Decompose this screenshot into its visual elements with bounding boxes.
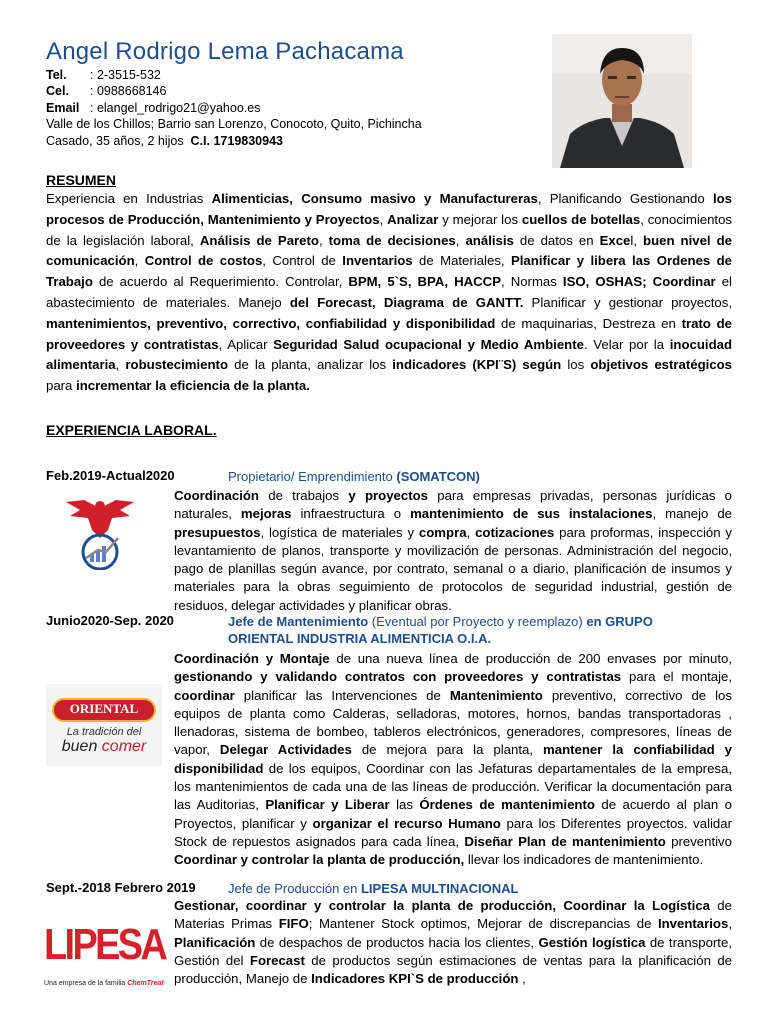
tel-value: : 2-3515-532: [90, 68, 161, 82]
candidate-name: Angel Rodrigo Lema Pachacama: [46, 38, 404, 65]
bold-text: Órdenes de mantenimiento: [419, 797, 595, 813]
text-run: para: [46, 378, 77, 394]
text-run: ,: [466, 524, 476, 540]
text-run: Experiencia en Industrias: [46, 191, 212, 206]
lipesa-brand: LIPESA: [44, 920, 166, 969]
text-run: los: [561, 357, 591, 373]
bold-text: Exce: [599, 232, 631, 248]
text-run: de despachos de productos hacia los clientes,: [255, 934, 539, 950]
text-run: , conocimientos de la legislación laboral,: [46, 211, 733, 248]
job-1-description: [174, 487, 732, 615]
text-run: preventivo, correctivo de los equipos de planta como Calderas, selladoras, motores, hornos, bandas transportadoras , llenadoras, sistema de bombeo, tableros electrónicos, generadores, compresores, líneas de vapor,: [174, 687, 732, 758]
tel-label: Tel.: [46, 68, 67, 82]
bold-text: compra: [418, 524, 467, 540]
job-3-role: [228, 880, 518, 897]
text-run: ; Mantener Stock optimos, Mejorar de discrepancias de: [308, 916, 658, 932]
bold-text: Seguridad Salud ocupacional y Medio Ambiente: [273, 336, 584, 352]
phone-row: [46, 67, 161, 83]
bold-text: gestionando y validando contratos con proveedores y contratistas: [174, 669, 622, 685]
oriental-brand: ORIENTAL: [69, 701, 139, 716]
bold-text: Indicadores KPI`S de producción: [311, 971, 519, 987]
text-run: ,: [115, 357, 126, 373]
text-run: para los Diferentes proyectos. validar Stock de repuestos asignados para cada línea,: [174, 815, 732, 849]
bold-text: Gestión logística: [538, 934, 646, 950]
job-3-role-text: Jefe de Producción en: [228, 881, 361, 896]
lipesa-tagline: [44, 980, 164, 987]
bold-text: análisis: [465, 232, 514, 248]
text-run: de transporte, Gestión del: [174, 934, 732, 968]
bold-text: Gestionar, coordinar y controlar la planta de producción, Coordinar la Logística: [174, 898, 710, 913]
bold-text: Planificar y Liberar: [265, 797, 390, 813]
lipesa-tag-text: Una empresa de la familia: [44, 980, 126, 987]
experience-heading: EXPERIENCIA LABORAL.: [46, 422, 217, 438]
bold-text: Inventarios: [342, 253, 413, 269]
summary-text: [46, 189, 732, 397]
text-run: de Materiales,: [412, 253, 511, 269]
text-run: preventivo: [665, 833, 732, 849]
text-run: llevar los indicadores de mantenimiento.: [464, 852, 704, 868]
text-run: de maquinarias, Destreza en: [495, 315, 682, 331]
text-run: de Materias Primas: [174, 898, 732, 932]
oriental-tagline-2: [54, 738, 154, 756]
bold-text: inocuidad alimentaria: [46, 336, 733, 373]
bold-text: del Forecast, Diagrama de GANTT.: [289, 294, 524, 310]
person-silhouette-icon: [552, 34, 692, 168]
bold-text: los procesos de Producción, Mantenimiento y Proyectos: [46, 191, 732, 227]
text-run: , logística de materiales y: [260, 524, 419, 540]
bold-text: Coordinar: [652, 274, 716, 290]
text-run: de acuerdo al Requerimiento. Controlar,: [92, 274, 349, 290]
bold-text: cuellos de botellas: [521, 211, 641, 227]
text-run: , Planificando Gestionando: [537, 191, 713, 206]
bold-text: BPM, 5`S, BPA, HACCP: [348, 274, 501, 290]
text-run: . Velar por la: [583, 336, 670, 352]
text-run: las: [389, 797, 420, 813]
text-run: ,: [518, 971, 526, 987]
oriental-logo: [46, 684, 162, 766]
ci-number: C.I. 1719830943: [190, 134, 283, 148]
lipesa-sub: ChemTreat: [127, 980, 164, 987]
summary-heading: RESUMEN: [46, 172, 117, 188]
job-2-role: [228, 613, 653, 647]
text-run: infraestructura o: [291, 506, 411, 522]
bold-text: Alimenticias, Consumo masivo y Manufactureras: [211, 191, 538, 206]
bold-text: Mantenimiento: [449, 687, 543, 703]
job-3-company: LIPESA MULTINACIONAL: [360, 881, 519, 896]
bold-text: Delegar Actividades: [219, 742, 352, 758]
text-run: , Normas: [501, 274, 563, 290]
cel-value: : 0988668146: [90, 84, 167, 98]
bold-text: trato de proveedores y contratistas: [46, 315, 732, 352]
text-run: de mejora para la planta,: [351, 742, 544, 758]
bold-text: mantenimiento de sus instalaciones: [410, 506, 653, 522]
email-row: [46, 100, 260, 116]
bold-text: toma de decisiones: [328, 232, 456, 248]
text-run: de trabajos: [259, 488, 349, 503]
bold-text: presupuestos: [174, 524, 261, 540]
bold-text: Analizar: [387, 211, 439, 227]
bold-text: Control de costos: [144, 253, 263, 269]
bold-text: Diseñar Plan de mantenimiento: [464, 833, 666, 849]
text-run: de los equipos, Coordinar con las Jefaturas departamentales de la empresa, los mantenimientos de cada una de las líneas de producción. Verificar la documentación para las Auditorias,: [174, 760, 732, 813]
bold-text: Coordinación y Montaje: [174, 651, 330, 666]
bold-text: mejoras: [240, 506, 292, 522]
text-run: de productos según estimaciones de ventas para la planificación de producción, Manejo de: [174, 952, 732, 987]
email-value: : elangel_rodrigo21@yahoo.es: [90, 101, 261, 115]
text-run: planificar las Intervenciones de: [234, 687, 450, 703]
bold-text: coordinar: [174, 687, 235, 703]
job-2-note: (Eventual por Proyecto y reemplazo): [368, 614, 587, 629]
bold-text: cotizaciones: [475, 524, 555, 540]
bold-text: incrementar la eficiencia de la planta.: [76, 378, 310, 394]
email-label: Email: [46, 101, 80, 115]
job-2-date: Junio2020-Sep. 2020: [46, 613, 174, 628]
text-run: de acuerdo al plan o Proyectos, planificar y: [174, 797, 732, 831]
bold-text: buen nivel de comunicación: [46, 232, 733, 269]
bold-text: robustecimiento: [125, 357, 229, 373]
bold-text: mantener la confiabilidad y disponibilidad: [174, 742, 733, 776]
text-run: de una nueva línea de producción de 200 envases por minuto,: [329, 651, 733, 666]
text-run: el abastecimiento de materiales. Manejo: [46, 274, 732, 310]
text-run: l,: [630, 232, 644, 248]
bold-text: mantenimientos, preventivo, correctivo, confiabilidad y disponibilidad: [46, 315, 496, 331]
text-run: ,: [318, 232, 329, 248]
job-2-description: [174, 650, 732, 870]
text-run: ,: [728, 916, 732, 932]
bold-text: objetivos estratégicos: [590, 357, 733, 373]
job-2-company-a: en GRUPO: [586, 614, 653, 629]
text-run: ,: [379, 211, 388, 227]
text-run: para empresas privadas, personas jurídicas o naturales,: [174, 488, 733, 522]
text-run: para el montaje,: [621, 669, 733, 685]
job-1-date: Feb.2019-Actual2020: [46, 468, 175, 483]
text-run: y mejorar los: [438, 211, 522, 227]
bold-text: Forecast: [249, 952, 305, 968]
oriental-tag-buen: buen: [61, 738, 98, 755]
cel-label: Cel.: [46, 84, 69, 98]
bold-text: Coordinar y controlar la planta de producción,: [174, 852, 465, 868]
text-run: para proformas, inspección y levantamiento de planos, transporte y movilización de personas. Administración del negocio, pago de planillas según avance, por contrato, semanal o a diario, planificación de insumos y materiales para la obras seguimiento de protocolos de seguridad industrial, gestión de residuos, delegar actividades y planificar obras.: [174, 524, 733, 613]
text-run: ,: [134, 253, 145, 269]
cell-row: [46, 83, 166, 99]
bold-text: FIFO: [278, 916, 309, 932]
text-run: , Control de: [262, 253, 343, 269]
job-2-company-b: ORIENTAL INDUSTRIA ALIMENTICIA O.I.A.: [228, 631, 492, 646]
oriental-tag-comer: comer: [101, 738, 147, 755]
oriental-tagline-1: La tradición del: [66, 726, 142, 738]
bold-text: Planificación: [174, 934, 256, 950]
bold-text: y proyectos: [348, 488, 428, 503]
job-2-title: Jefe de Mantenimiento: [228, 614, 369, 629]
profile-photo: [552, 34, 692, 168]
bold-text: Inventarios: [657, 916, 729, 932]
job-1-role: [228, 468, 480, 485]
job-3-description: [174, 897, 732, 988]
bold-text: Análisis de Pareto: [199, 232, 319, 248]
text-run: de datos en: [513, 232, 600, 248]
text-run: , Aplicar: [218, 336, 274, 352]
bold-text: organizar el recurso Humano: [312, 815, 501, 831]
bold-text: Coordinación: [174, 488, 259, 503]
text-run: de la planta, analizar los: [228, 357, 393, 373]
personal-row: [46, 133, 283, 149]
lipesa-logo: [44, 920, 174, 994]
eagle-growth-icon: [62, 494, 138, 570]
job-1-company: (SOMATCON): [396, 469, 480, 484]
text-run: Planificar y gestionar proyectos,: [523, 294, 732, 310]
personal-info: Casado, 35 años, 2 hijos: [46, 134, 184, 148]
address: Valle de los Chillos; Barrio san Lorenzo, Conocoto, Quito, Pichincha: [46, 117, 422, 131]
text-run: , manejo de: [652, 506, 732, 522]
job-1-role-text: Propietario/ Emprendimiento: [228, 469, 397, 484]
bold-text: indicadores (KPI¨S) según: [392, 357, 562, 373]
text-run: ,: [455, 232, 466, 248]
bold-text: Planificar y libera las Ordenes de Trabajo: [46, 253, 733, 290]
job-3-date: Sept.-2018 Febrero 2019: [46, 880, 196, 895]
bold-text: ISO, OSHAS;: [562, 274, 647, 290]
somatcon-logo: [62, 494, 138, 570]
